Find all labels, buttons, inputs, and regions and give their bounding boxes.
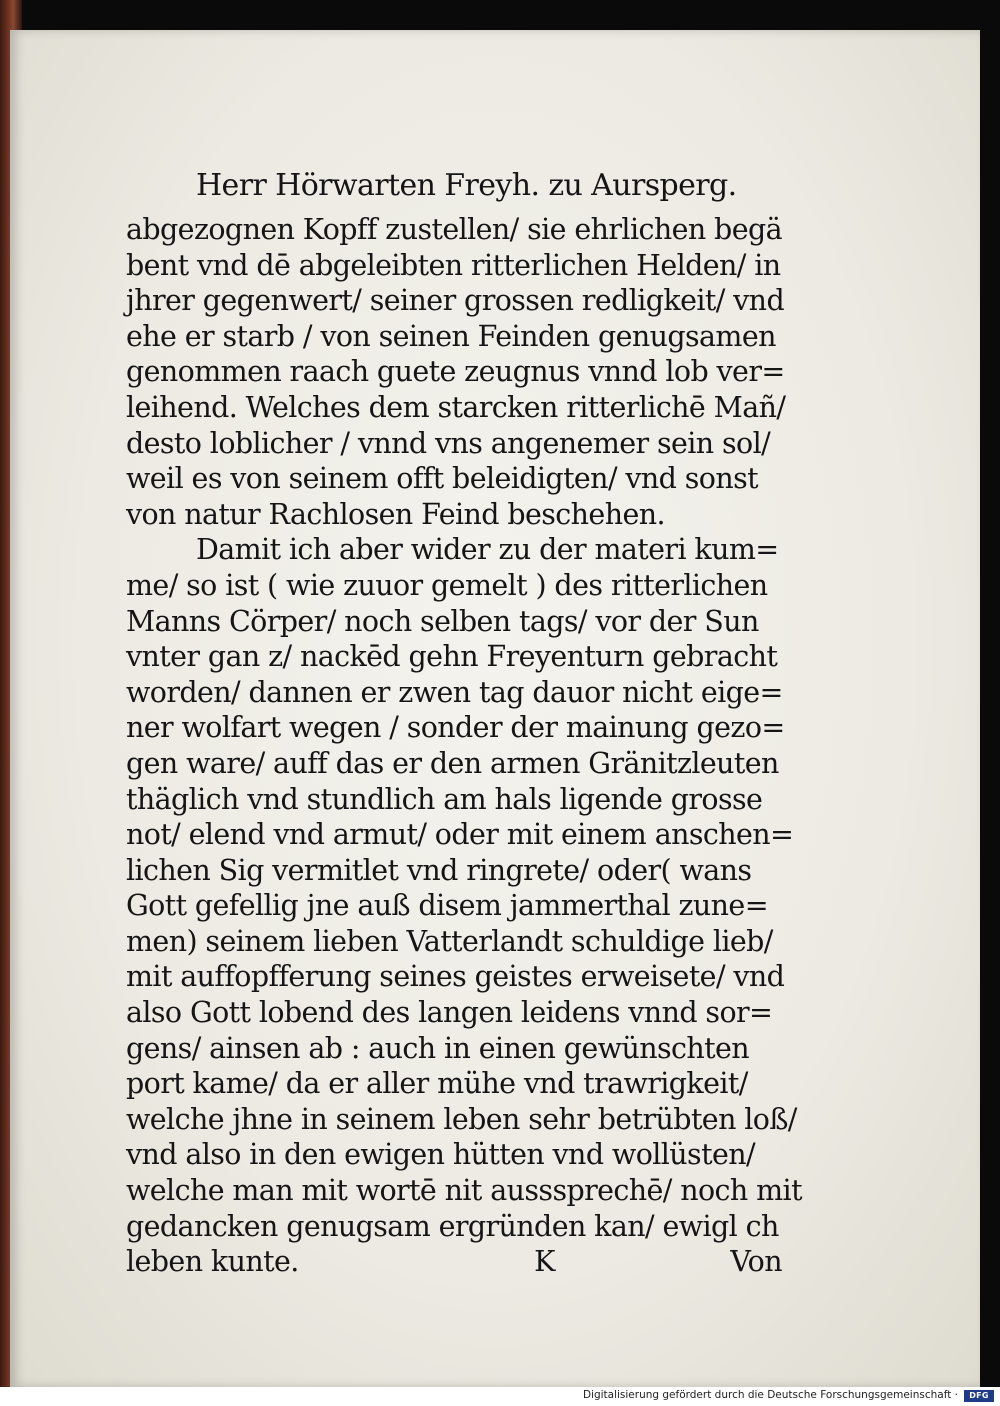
text-line: ehe er starb / von seinen Feinden genugsamen [126,319,776,353]
text-line: vnter gan z/ nackēd gehn Freyenturn gebracht [126,640,778,674]
dfg-logo-icon: DFG [964,1390,994,1402]
text-line: gedancken genugsam ergründen kan/ ewigl ch [126,1209,779,1243]
text-line: genommen raach guete zeugnus vnnd lob ver= [126,355,785,389]
text-line: gen ware/ auff das er den armen Gränitzleuten [126,746,779,780]
text-line: gens/ ainsen ab : auch in einen gewünschten [126,1031,749,1065]
text-line: thäglich vnd stundlich am hals ligende grosse [126,782,763,816]
text-line: Damit ich aber wider zu der materi kum= [196,533,779,567]
text-line: me/ so ist ( wie zuuor gemelt ) des ritterlichen [126,568,768,602]
text-line: also Gott lobend des langen leidens vnnd sor= [126,996,773,1030]
text-line: port kame/ da er aller mühe vnd trawrigkeit/ [126,1067,748,1101]
text-line: abgezognen Kopff zustellen/ sie ehrlichen begä [126,213,782,246]
text-line: desto loblicher / vnnd vns angenemer sein sol/ [126,426,771,460]
text-line: welche jhne in seinem leben sehr betrübten loß/ [126,1102,797,1136]
text-line: Gott gefellig jne auß disem jammerthal zune= [126,889,768,923]
text-line: jhrer gegenwert/ seiner grossen redligkeit/ vnd [126,284,785,318]
catchword: Von [730,1245,782,1279]
text-line: weil es von seinem offt beleidigten/ vnd sonst [126,462,758,496]
text-line: von natur Rachlosen Feind beschehen. [126,497,665,531]
text-line: mit auffopfferung seines geistes erweisete/ vnd [126,960,785,994]
last-text-line: leben kunte. [126,1245,299,1279]
text-line: vnd also in den ewigen hütten vnd wollüsten/ [126,1138,755,1172]
text-line: not/ elend vnd armut/ oder mit einem anschen= [126,818,794,852]
text-line: bent vnd dē abgeleibten ritterlichen Helden/ in [126,248,781,282]
running-head: Herr Hörwarten Freyh. zu Aursperg. [196,168,737,203]
final-line [126,1244,786,1280]
paper-page [10,30,980,1387]
text-block [126,168,802,1280]
text-line: ner wolfart wegen / sonder der mainung gezo= [126,711,785,745]
text-line: worden/ dannen er zwen tag dauor nicht eige= [126,675,783,709]
text-line: leihend. Welches dem starcken ritterlichē Mañ/ [126,390,786,424]
body-text [126,212,802,1244]
text-line: men) seinem lieben Vatterlandt schuldige lieb/ [126,924,773,958]
funding-credit: Digitalisierung gefördert durch die Deutsche Forschungsgemeinschaft · [582,1389,958,1401]
text-line: lichen Sig vermitlet vnd ringrete/ oder( wans [126,853,752,887]
signature-mark: K [534,1245,555,1279]
footer-bar [0,1387,1000,1406]
text-line: Manns Cörper/ noch selben tags/ vor der Sun [126,604,759,638]
text-line: welche man mit wortē nit ausssprechē/ noch mit [126,1174,802,1208]
